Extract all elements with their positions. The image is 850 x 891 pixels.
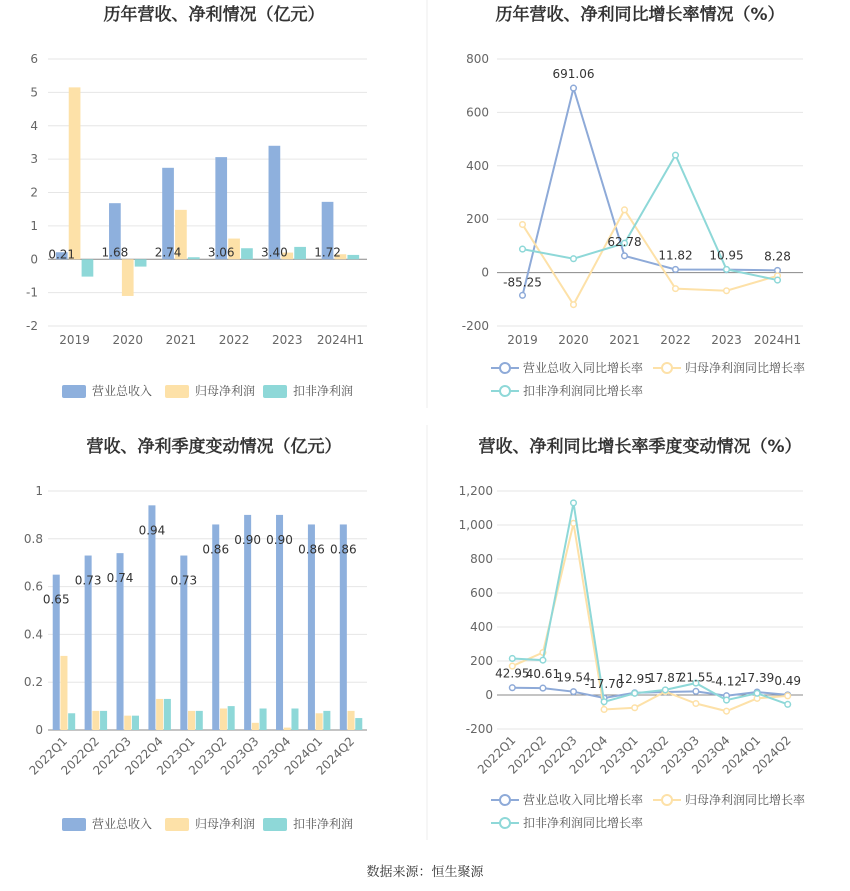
bar-1	[276, 515, 283, 730]
y-tick-label: 400	[466, 158, 489, 173]
x-tick-label: 2020	[558, 333, 589, 347]
data-label: 3.40	[261, 245, 288, 260]
x-tick-label: 2023Q4	[689, 733, 733, 777]
legend-label: 扣非净利润	[293, 817, 354, 831]
chart-3	[24, 436, 367, 831]
legend-swatch	[165, 818, 189, 831]
data-point	[571, 85, 577, 91]
legend-label: 扣非净利润同比增长率	[523, 384, 644, 398]
bar-3	[196, 711, 203, 730]
data-label: 0.73	[74, 573, 102, 588]
y-tick-label: 3	[30, 152, 38, 167]
data-label: 0.86	[298, 542, 325, 557]
data-point	[673, 152, 679, 158]
data-point	[622, 253, 628, 259]
data-point	[520, 246, 526, 252]
legend-marker	[500, 386, 510, 396]
data-label: 0.49	[774, 673, 802, 688]
x-tick-label: 2024H1	[753, 333, 802, 347]
y-tick-label: 4	[30, 118, 38, 133]
y-tick-label: 0.2	[23, 675, 43, 690]
legend-item-1[interactable]	[62, 816, 152, 831]
y-tick-label: 1,200	[458, 484, 493, 498]
data-label: -85.25	[503, 275, 542, 290]
data-label: 0.74	[106, 571, 134, 586]
data-label: 62.78	[607, 234, 642, 249]
x-tick-label: 2024Q2	[750, 733, 794, 777]
x-tick-label: 2023	[711, 333, 742, 347]
data-point	[724, 697, 730, 703]
bar-3	[132, 716, 139, 730]
chart-2	[462, 4, 805, 398]
legend-marker	[662, 795, 672, 805]
data-point	[724, 708, 730, 714]
data-point	[571, 689, 577, 695]
data-point	[693, 701, 699, 707]
x-tick-label: 2022	[660, 333, 691, 347]
x-tick-label: 2024Q1	[719, 733, 764, 777]
data-label: 17.87	[648, 670, 683, 685]
y-tick-label: 5	[30, 85, 38, 100]
legend-item-2[interactable]	[653, 792, 805, 807]
data-point	[663, 687, 669, 693]
chart-title: 营收、净利季度变动情况（亿元）	[86, 437, 342, 457]
x-tick-label: 2022Q1	[26, 734, 71, 778]
bar-2	[156, 699, 163, 730]
legend-item-1[interactable]	[62, 383, 152, 398]
data-point	[520, 293, 526, 299]
data-label: -4.12	[710, 674, 743, 689]
data-point	[632, 691, 638, 697]
data-point	[632, 705, 638, 711]
data-label: 21.55	[678, 670, 714, 685]
y-tick-label: 200	[470, 654, 493, 668]
data-point	[540, 657, 546, 663]
bar-3	[100, 711, 107, 730]
x-tick-label: 2019	[59, 333, 90, 347]
x-tick-label: 2024H1	[316, 333, 365, 347]
bar-1	[269, 146, 281, 259]
data-label: 1.68	[101, 245, 129, 260]
y-tick-label: 0.6	[23, 579, 43, 594]
bar-3	[68, 713, 75, 730]
data-label: 0.94	[138, 523, 166, 538]
data-label: -17.70	[584, 677, 624, 692]
y-tick-label: -200	[461, 319, 489, 333]
x-tick-label: 2022Q4	[122, 734, 166, 778]
bar-3	[347, 255, 359, 259]
y-tick-label: -200	[465, 722, 493, 736]
x-tick-label: 2022	[218, 333, 250, 347]
data-source-note: 数据来源：恒生聚源	[366, 865, 484, 880]
x-tick-label: 2022Q4	[566, 733, 611, 777]
bar-2	[284, 728, 291, 730]
data-point	[571, 500, 577, 506]
data-label: 0.65	[42, 592, 70, 607]
data-point	[571, 256, 577, 262]
data-point	[785, 702, 791, 708]
legend-item-1[interactable]	[491, 792, 643, 807]
bar-3	[294, 247, 306, 259]
data-label: 3.06	[207, 245, 235, 260]
data-point	[673, 286, 679, 292]
y-tick-label: 0.4	[23, 627, 43, 642]
x-tick-label: 2021	[165, 333, 197, 347]
legend-marker	[662, 363, 672, 373]
x-tick-label: 2022Q2	[505, 733, 550, 777]
data-label: 0.90	[266, 532, 293, 547]
data-point	[520, 222, 526, 228]
y-tick-label: 0.8	[23, 531, 43, 546]
bar-3	[228, 706, 235, 730]
data-label: 0.21	[48, 247, 76, 262]
data-label: 11.82	[658, 248, 693, 263]
chart-title: 营收、净利同比增长率季度变动情况（%）	[478, 437, 802, 457]
data-point	[510, 685, 516, 691]
chart-4	[459, 436, 805, 830]
y-tick-label: 6	[30, 52, 38, 66]
legend-label: 归母净利润	[195, 384, 256, 398]
legend-item-1[interactable]	[491, 360, 643, 375]
y-tick-label: -1	[26, 285, 38, 300]
data-point	[601, 699, 607, 705]
series-line-1	[523, 88, 778, 295]
legend-swatch	[62, 385, 86, 398]
data-label: 17.39	[739, 671, 775, 686]
x-tick-label: 2022Q3	[536, 733, 580, 777]
bar-3	[188, 257, 200, 259]
bar-2	[188, 711, 195, 730]
legend-label: 营业总收入同比增长率	[523, 793, 644, 807]
bar-3	[355, 718, 362, 730]
data-point	[673, 267, 679, 273]
x-tick-label: 2023Q4	[249, 734, 294, 778]
legend-label: 营业总收入	[92, 384, 153, 398]
data-label: 0.86	[329, 542, 357, 557]
bar-3	[323, 711, 330, 730]
y-tick-label: 1	[35, 484, 43, 498]
x-tick-label: 2023Q1	[154, 734, 198, 778]
y-tick-label: 1,000	[458, 518, 493, 532]
data-point	[601, 707, 607, 713]
data-label: 10.95	[709, 248, 744, 263]
bar-3	[241, 248, 253, 259]
legend-marker	[500, 818, 510, 828]
y-tick-label: 0	[481, 265, 489, 280]
x-tick-label: 2022Q3	[90, 734, 134, 778]
y-tick-label: 0	[30, 252, 38, 267]
bar-1	[244, 515, 251, 730]
y-tick-label: 600	[470, 586, 493, 600]
legend-label: 营业总收入	[92, 817, 153, 831]
y-tick-label: 200	[466, 212, 489, 227]
data-label: 19.54	[556, 670, 591, 685]
y-tick-label: 600	[466, 105, 489, 120]
bar-3	[260, 708, 267, 730]
data-point	[724, 288, 730, 294]
y-tick-label: -2	[26, 319, 38, 333]
bar-3	[135, 259, 147, 266]
legend-item-3[interactable]	[263, 383, 353, 398]
legend-label: 归母净利润同比增长率	[685, 793, 806, 807]
legend-swatch	[263, 385, 287, 398]
y-tick-label: 800	[466, 52, 489, 66]
data-label: 40.61	[525, 667, 561, 682]
bar-2	[60, 656, 67, 730]
data-point	[693, 689, 699, 695]
data-point	[510, 656, 516, 662]
bar-2	[220, 708, 227, 730]
bar-2	[124, 716, 131, 730]
data-point	[775, 277, 781, 283]
bar-2	[252, 723, 259, 730]
bar-2	[348, 711, 355, 730]
legend-swatch	[62, 818, 86, 831]
legend-label: 归母净利润同比增长率	[685, 361, 806, 375]
x-tick-label: 2023	[271, 333, 303, 347]
data-label: 2.74	[154, 245, 182, 260]
x-tick-label: 2023Q3	[217, 734, 262, 778]
y-tick-label: 0	[35, 723, 43, 737]
legend-label: 归母净利润	[195, 817, 256, 831]
legend-label: 扣非净利润	[293, 384, 354, 398]
legend-item-2[interactable]	[653, 360, 805, 375]
legend-item-3[interactable]	[491, 383, 643, 398]
legend-item-2[interactable]	[165, 816, 255, 831]
legend-swatch	[263, 818, 287, 831]
legend-marker	[500, 795, 510, 805]
bar-2	[69, 87, 81, 259]
bar-2	[92, 711, 99, 730]
data-label: 1.72	[314, 245, 341, 260]
bar-3	[82, 259, 94, 276]
y-tick-label: 1	[30, 218, 38, 233]
bar-3	[291, 708, 298, 730]
legend-label: 扣非净利润同比增长率	[523, 816, 644, 830]
data-point	[540, 685, 546, 691]
data-point	[785, 693, 791, 699]
data-label: 8.28	[764, 249, 791, 264]
data-label: 0.90	[234, 532, 261, 547]
legend-item-3[interactable]	[263, 816, 353, 831]
bar-1	[215, 157, 227, 259]
x-tick-label: 2021	[609, 333, 640, 347]
data-label: 0.73	[170, 573, 198, 588]
x-tick-label: 2024Q2	[313, 734, 358, 778]
legend-item-2[interactable]	[165, 383, 255, 398]
bar-1	[148, 505, 155, 730]
legend-swatch	[165, 385, 189, 398]
legend-marker	[500, 363, 510, 373]
chart-title: 历年营收、净利情况（亿元）	[103, 5, 325, 25]
data-point	[622, 207, 628, 213]
x-tick-label: 2023Q2	[627, 733, 672, 777]
legend-item-3[interactable]	[491, 815, 643, 830]
bar-2	[316, 713, 323, 730]
y-tick-label: 0	[485, 688, 493, 702]
data-label: 691.06	[552, 67, 595, 82]
data-point	[571, 302, 577, 308]
y-tick-label: 2	[30, 185, 38, 200]
x-tick-label: 2022Q1	[474, 733, 519, 777]
data-label: 42.95	[495, 666, 530, 681]
x-tick-label: 2022Q2	[58, 734, 102, 778]
bar-2	[122, 259, 134, 296]
x-tick-label: 2020	[112, 333, 144, 347]
x-tick-label: 2023Q1	[597, 733, 641, 777]
y-tick-label: 400	[470, 620, 493, 634]
x-tick-label: 2023Q2	[185, 734, 230, 778]
chart-1	[26, 4, 367, 398]
chart-title: 历年营收、净利同比增长率情况（%）	[495, 5, 785, 25]
bar-3	[164, 699, 171, 730]
data-label: 12.95	[617, 671, 652, 686]
data-point	[754, 691, 760, 697]
data-point	[724, 267, 730, 273]
data-label: 0.86	[202, 542, 230, 557]
legend-label: 营业总收入同比增长率	[523, 361, 644, 375]
x-tick-label: 2023Q3	[658, 733, 703, 777]
x-tick-label: 2019	[507, 333, 538, 347]
y-tick-label: 800	[470, 552, 493, 566]
x-tick-label: 2024Q1	[281, 734, 326, 778]
